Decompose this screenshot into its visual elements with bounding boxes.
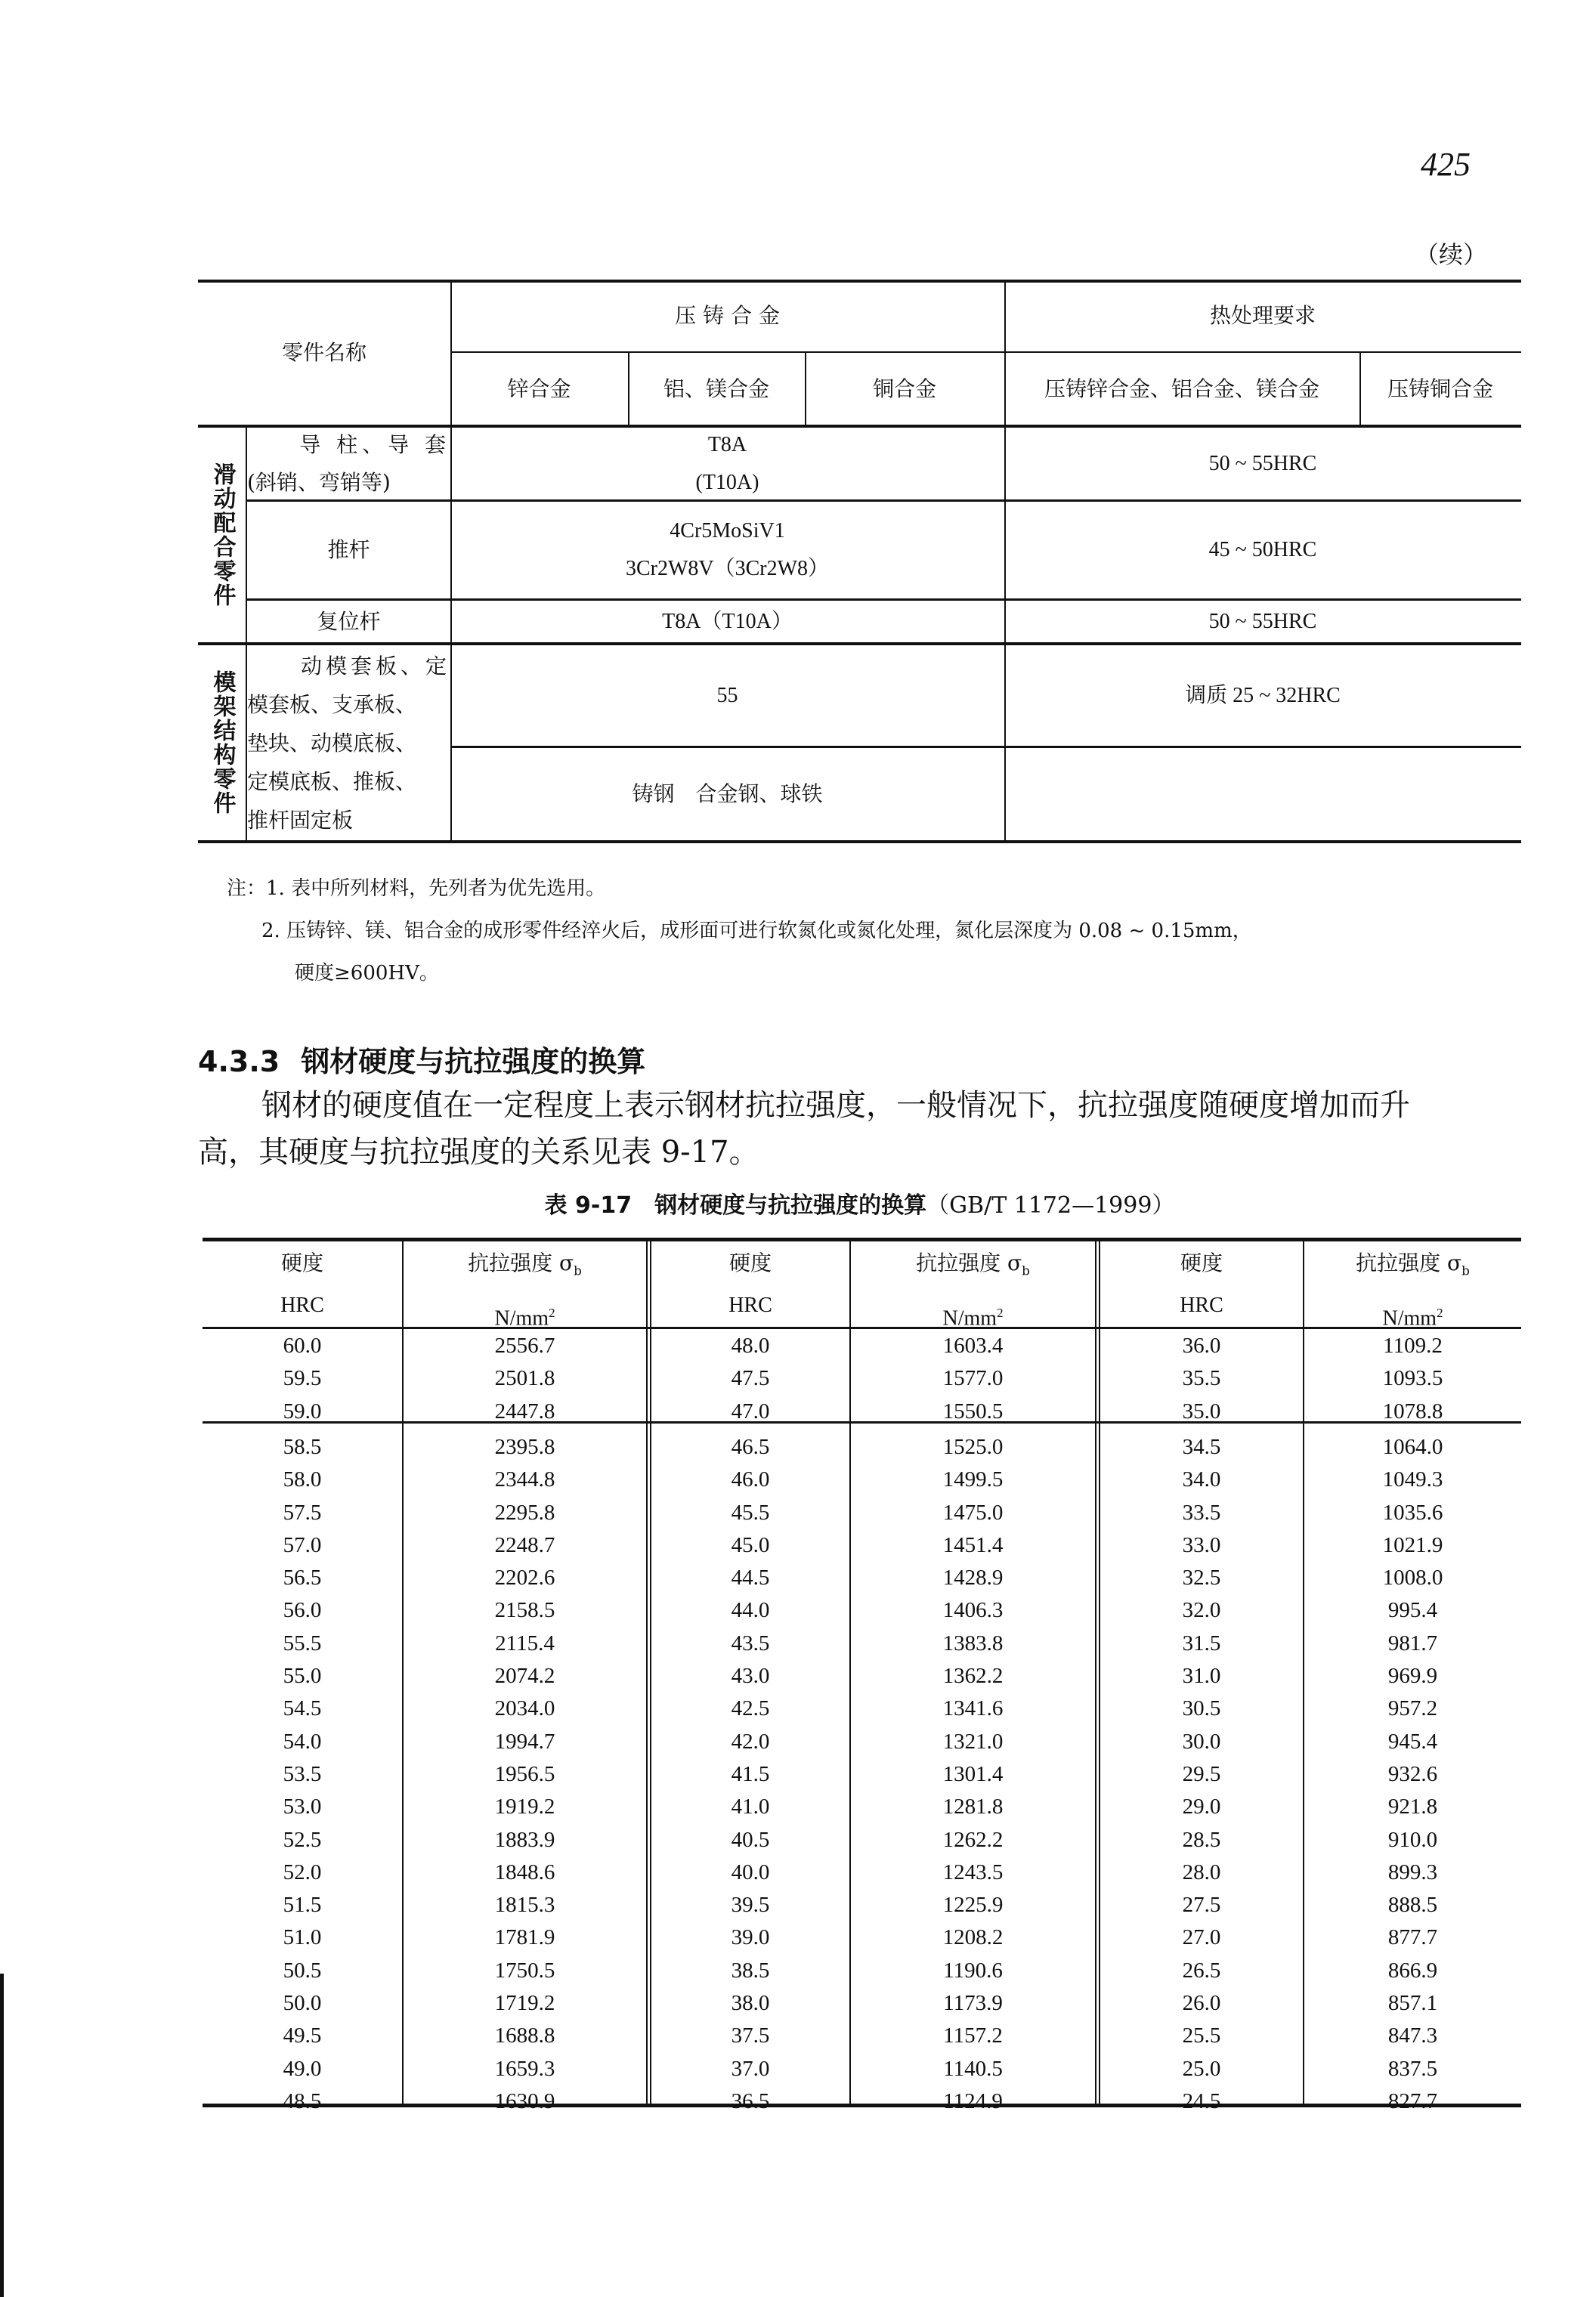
hrc-value: 29.0	[1182, 1795, 1221, 1819]
header-hardness-label: 硬度	[728, 1251, 772, 1275]
hrc-value: 41.5	[731, 1761, 770, 1786]
strength-value: 1550.5	[942, 1399, 1004, 1424]
part-guide-pillar	[247, 428, 450, 499]
hrc-value: 25.5	[1182, 2023, 1221, 2048]
strength-value: 1781.9	[494, 1925, 555, 1950]
unit-superscript: 2	[1437, 1305, 1443, 1320]
header-hardness-unit: HRC	[728, 1294, 772, 1317]
hrc-value: 41.0	[731, 1795, 770, 1819]
hrc-value: 33.0	[1182, 1532, 1221, 1557]
strength-value: 1109.2	[1383, 1334, 1443, 1358]
strength-value: 1321.0	[942, 1729, 1004, 1754]
section-number: 4.3.3	[198, 1045, 280, 1078]
part-line: (斜销、弯销等)	[247, 469, 391, 495]
hrc-value: 35.0	[1182, 1399, 1221, 1424]
strength-value: 1428.9	[942, 1566, 1004, 1591]
hrc-value: 55.0	[283, 1664, 322, 1688]
hrc-value: 38.5	[731, 1958, 770, 1983]
strength-value: 1577.0	[942, 1366, 1004, 1391]
strength-value: 857.1	[1387, 1991, 1438, 2015]
strength-value: 1406.3	[942, 1598, 1004, 1623]
hrc-value: 56.0	[283, 1598, 322, 1623]
hrc-value: 50.5	[283, 1958, 322, 1983]
header-ht-zn-al-mg: 压铸锌合金、铝合金、镁合金	[1044, 376, 1319, 401]
hrc-value: 33.5	[1182, 1500, 1221, 1525]
part-ejector-pin: 推杆	[327, 537, 370, 562]
strength-value: 866.9	[1387, 1958, 1438, 1983]
strength-value: 1525.0	[942, 1434, 1004, 1459]
strength-text: 抗拉强度 σ	[468, 1251, 574, 1275]
unit-superscript: 2	[549, 1305, 555, 1320]
header-strength	[851, 1242, 1095, 1340]
strength-value: 1140.5	[943, 2056, 1003, 2081]
col-divider-double	[1095, 1238, 1096, 2107]
hrc-value: 50.0	[283, 1991, 322, 2015]
header-strength-label	[1304, 1242, 1521, 1292]
group-label-sliding-parts: 滑动配合零件	[209, 462, 236, 607]
hrc-value: 24.5	[1182, 2088, 1221, 2113]
strength-value: 1883.9	[494, 1827, 555, 1852]
hrc-value: 26.5	[1182, 1958, 1221, 1983]
caption-standard: （GB/T 1172—1999）	[926, 1192, 1175, 1219]
strength-value: 2115.4	[495, 1631, 555, 1656]
hrc-value: 45.5	[731, 1500, 770, 1525]
strength-value: 969.9	[1387, 1664, 1438, 1688]
material-ejector-pin	[450, 502, 1004, 598]
hardness-strength-table	[203, 1238, 1521, 2113]
hrc-value: 54.0	[283, 1729, 322, 1754]
strength-value: 2447.8	[494, 1399, 555, 1424]
header-heat-treatment: 热处理要求	[1209, 302, 1316, 328]
hrc-value: 54.5	[283, 1696, 322, 1721]
hrc-value: 46.5	[731, 1434, 770, 1459]
header-strength	[404, 1242, 646, 1340]
part-line: 模套板、支承板、	[247, 691, 417, 717]
strength-value: 1208.2	[942, 1925, 1004, 1950]
hrc-value: 55.5	[283, 1631, 322, 1656]
strength-value: 957.2	[1387, 1696, 1438, 1721]
strength-value: 1719.2	[494, 1991, 555, 2015]
hrc-value: 57.5	[283, 1500, 322, 1525]
hrc-value: 57.0	[283, 1532, 322, 1557]
part-line: 垫块、动模底板、	[247, 730, 417, 756]
strength-value: 1603.4	[942, 1334, 1004, 1358]
strength-value: 1262.2	[942, 1827, 1004, 1852]
hrc-value: 60.0	[283, 1334, 322, 1358]
hrc-value: 39.5	[731, 1893, 770, 1918]
header-strength	[1304, 1242, 1521, 1340]
strength-value: 888.5	[1387, 1893, 1438, 1918]
strength-value: 1815.3	[494, 1893, 555, 1918]
hrc-value: 40.0	[731, 1860, 770, 1884]
hrc-value: 43.5	[731, 1631, 770, 1656]
unit-text: N/mm	[494, 1306, 549, 1330]
header-part-name: 零件名称	[281, 340, 367, 365]
header-zinc-alloy: 锌合金	[507, 376, 571, 401]
hrc-value: 34.0	[1182, 1467, 1221, 1492]
strength-value: 2074.2	[494, 1664, 555, 1688]
strength-value: 2248.7	[494, 1532, 555, 1557]
strength-value: 1301.4	[942, 1761, 1004, 1786]
strength-value: 1064.0	[1382, 1434, 1443, 1459]
material-line: (T10A)	[695, 470, 759, 494]
strength-value: 1078.8	[1382, 1399, 1443, 1424]
hrc-value: 26.0	[1182, 1991, 1221, 2015]
hrc-value: 43.0	[731, 1664, 770, 1688]
hrc-value: 47.0	[731, 1399, 770, 1424]
hrc-value: 30.5	[1182, 1696, 1221, 1721]
hrc-value: 58.5	[283, 1434, 322, 1459]
section-heading	[198, 1038, 645, 1080]
strength-value: 2395.8	[494, 1434, 555, 1459]
strength-subscript: b	[574, 1263, 582, 1278]
material-mold-plates-cast: 铸钢 合金钢、球铁	[632, 781, 823, 806]
hrc-value: 53.5	[283, 1761, 322, 1786]
strength-value: 1173.9	[943, 1991, 1003, 2015]
strength-text: 抗拉强度 σ	[1356, 1251, 1462, 1275]
strength-value: 1475.0	[942, 1500, 1004, 1525]
hrc-value: 25.0	[1182, 2056, 1221, 2081]
section-title: 钢材硬度与抗拉强度的换算	[301, 1045, 646, 1078]
hrc-value: 34.5	[1182, 1434, 1221, 1459]
hrc-value: 49.0	[283, 2056, 322, 2081]
hrc-value: 31.0	[1182, 1664, 1221, 1688]
hrc-value: 29.5	[1182, 1761, 1221, 1786]
hrc-value: 58.0	[283, 1467, 322, 1492]
header-hardness	[651, 1242, 849, 1327]
hrc-value: 32.5	[1182, 1566, 1221, 1591]
hrc-value: 44.5	[731, 1566, 770, 1591]
hardness-mold-plates-cast	[1004, 748, 1521, 840]
table-notes	[227, 867, 1252, 994]
strength-value: 1688.8	[494, 2023, 555, 2048]
strength-value: 1659.3	[494, 2056, 555, 2081]
strength-value: 1093.5	[1382, 1366, 1443, 1391]
strength-value: 1362.2	[942, 1664, 1004, 1688]
hrc-value: 42.5	[731, 1696, 770, 1721]
header-al-mg-alloy: 铝、镁合金	[663, 376, 769, 401]
strength-value: 932.6	[1387, 1761, 1438, 1786]
hrc-value: 59.5	[283, 1366, 322, 1391]
header-copper-alloy: 铜合金	[872, 376, 936, 401]
header-strength-label	[404, 1242, 646, 1292]
hrc-value: 37.5	[731, 2023, 770, 2048]
part-line: 动模套板、定	[300, 653, 450, 679]
strength-value: 2295.8	[494, 1500, 555, 1525]
header-strength-label	[851, 1242, 1095, 1292]
part-line: 推杆固定板	[247, 807, 354, 833]
hrc-value: 53.0	[283, 1795, 322, 1819]
strength-value: 1190.6	[943, 1958, 1003, 1983]
hrc-value: 36.5	[731, 2088, 770, 2113]
hrc-value: 28.0	[1182, 1860, 1221, 1884]
strength-value: 1451.4	[942, 1532, 1004, 1557]
note-prefix: 注：	[227, 877, 267, 900]
hrc-value: 39.0	[731, 1925, 770, 1950]
caption-title: 表 9-17 钢材硬度与抗拉强度的换算	[544, 1192, 927, 1219]
table-top-rule	[203, 1238, 1521, 1241]
strength-value: 2501.8	[494, 1366, 555, 1391]
hrc-value: 46.0	[731, 1467, 770, 1492]
table-caption	[198, 1186, 1521, 1220]
hrc-value: 38.0	[731, 1991, 770, 2015]
strength-value: 1008.0	[1382, 1566, 1443, 1591]
header-hardness-label: 硬度	[280, 1251, 323, 1275]
hrc-value: 36.0	[1182, 1334, 1221, 1358]
strength-value: 1049.3	[1382, 1467, 1443, 1492]
material-line: 3Cr2W8V（3Cr2W8）	[625, 557, 830, 580]
col-divider-double	[646, 1238, 648, 2107]
body-paragraph	[198, 1082, 1522, 1176]
hrc-value: 52.0	[283, 1860, 322, 1884]
strength-value: 1035.6	[1382, 1500, 1443, 1525]
paragraph-line: 钢材的硬度值在一定程度上表示钢材抗拉强度，一般情况下，抗拉强度随硬度增加而升	[261, 1088, 1410, 1123]
table-bottom-rule	[198, 840, 1521, 843]
note-2: 2. 压铸锌、镁、铝合金的成形零件经淬火后，成形面可进行软氮化或氮化处理，氮化层深度为 0.08 ~ 0.15mm，	[261, 920, 1252, 942]
continued-label: （续）	[1415, 240, 1488, 269]
header-hardness-unit: HRC	[280, 1294, 324, 1317]
strength-value: 1281.8	[942, 1795, 1004, 1819]
strength-value: 2158.5	[494, 1598, 555, 1623]
material-guide-pillar	[450, 428, 1004, 499]
hrc-value: 56.5	[283, 1566, 322, 1591]
material-return-pin: T8A（T10A）	[662, 609, 793, 633]
hrc-value: 45.0	[731, 1532, 770, 1557]
hrc-value: 30.0	[1182, 1729, 1221, 1754]
part-mold-plates	[247, 645, 450, 840]
hardness-mold-plates: 调质 25 ~ 32HRC	[1185, 683, 1341, 707]
strength-value: 1919.2	[494, 1795, 555, 1819]
hrc-value: 40.5	[731, 1827, 770, 1852]
strength-value: 1225.9	[942, 1893, 1004, 1918]
strength-value: 827.7	[1387, 2088, 1438, 2113]
hrc-value: 42.0	[731, 1729, 770, 1754]
note-text: 1. 表中所列材料，先列者为优先选用。	[266, 877, 606, 900]
strength-value: 910.0	[1387, 1827, 1438, 1852]
part-line: 导 柱、导 套	[299, 431, 450, 457]
paragraph-line: 高，其硬度与抗拉强度的关系见表 9-17。	[198, 1135, 759, 1170]
strength-value: 921.8	[1387, 1795, 1438, 1819]
hrc-value: 52.5	[283, 1827, 322, 1852]
strength-value: 945.4	[1387, 1729, 1438, 1754]
hrc-value: 35.5	[1182, 1366, 1221, 1391]
strength-text: 抗拉强度 σ	[916, 1251, 1022, 1275]
header-ht-cu: 压铸铜合金	[1387, 376, 1493, 401]
strength-value: 1956.5	[494, 1761, 555, 1786]
strength-value: 2034.0	[494, 1696, 555, 1721]
strength-value: 1499.5	[942, 1467, 1004, 1492]
strength-value: 995.4	[1387, 1598, 1438, 1623]
strength-value: 847.3	[1387, 2023, 1438, 2048]
hrc-value: 48.5	[283, 2088, 322, 2113]
unit-text: N/mm	[1382, 1306, 1437, 1330]
hrc-value: 59.0	[283, 1399, 322, 1424]
hardness-return-pin: 50 ~ 55HRC	[1208, 609, 1317, 633]
strength-value: 1124.9	[943, 2088, 1003, 2113]
scan-edge-line	[0, 1974, 4, 2297]
strength-value: 837.5	[1387, 2056, 1438, 2081]
part-return-pin: 复位杆	[317, 608, 381, 634]
hrc-value: 28.5	[1182, 1827, 1221, 1852]
hrc-value: 31.5	[1182, 1631, 1221, 1656]
header-hardness-unit: HRC	[1180, 1294, 1223, 1317]
strength-subscript: b	[1022, 1263, 1030, 1278]
hrc-value: 32.0	[1182, 1598, 1221, 1623]
hrc-value: 49.5	[283, 2023, 322, 2048]
strength-value: 2344.8	[494, 1467, 555, 1492]
strength-value: 1341.6	[942, 1696, 1004, 1721]
hrc-value: 44.0	[731, 1598, 770, 1623]
strength-value: 2202.6	[494, 1566, 555, 1591]
hardness-ejector-pin: 45 ~ 50HRC	[1208, 538, 1317, 561]
hrc-value: 51.0	[283, 1925, 322, 1950]
strength-value: 1243.5	[942, 1860, 1004, 1884]
page-number: 425	[1421, 146, 1471, 183]
strength-value: 2556.7	[494, 1334, 555, 1358]
strength-value: 1848.6	[494, 1860, 555, 1884]
header-die-casting-alloy: 压 铸 合 金	[675, 302, 780, 328]
strength-value: 1994.7	[494, 1729, 555, 1754]
hrc-value: 27.5	[1182, 1893, 1221, 1918]
strength-value: 899.3	[1387, 1860, 1438, 1884]
note-1	[227, 867, 1252, 910]
material-line: T8A	[707, 432, 747, 456]
hrc-value: 27.0	[1182, 1925, 1221, 1950]
hrc-value: 37.0	[731, 2056, 770, 2081]
strength-value: 1630.9	[494, 2088, 555, 2113]
note-2-cont: 硬度≥600HV。	[295, 962, 439, 985]
strength-value: 1021.9	[1382, 1532, 1443, 1557]
hrc-value: 51.5	[283, 1893, 322, 1918]
strength-value: 1383.8	[942, 1631, 1004, 1656]
strength-value: 1750.5	[494, 1958, 555, 1983]
strength-subscript: b	[1461, 1263, 1470, 1278]
hardness-guide-pillar: 50 ~ 55HRC	[1208, 451, 1317, 475]
header-hardness	[203, 1242, 402, 1327]
part-line: 定模底板、推板、	[247, 768, 417, 794]
strength-value: 1157.2	[943, 2023, 1003, 2048]
die-casting-material-table	[198, 280, 1521, 842]
hrc-value: 48.0	[731, 1334, 770, 1358]
group-label-mold-base-parts: 模架结构零件	[209, 670, 236, 815]
strength-value: 877.7	[1387, 1925, 1438, 1950]
strength-value: 981.7	[1387, 1631, 1438, 1656]
hrc-value: 47.5	[731, 1366, 770, 1391]
unit-text: N/mm	[942, 1306, 998, 1330]
material-mold-plates-55: 55	[716, 683, 738, 707]
material-line: 4Cr5MoSiV1	[670, 519, 785, 543]
header-hardness-label: 硬度	[1180, 1251, 1223, 1275]
header-hardness	[1100, 1242, 1303, 1327]
unit-superscript: 2	[997, 1305, 1004, 1320]
